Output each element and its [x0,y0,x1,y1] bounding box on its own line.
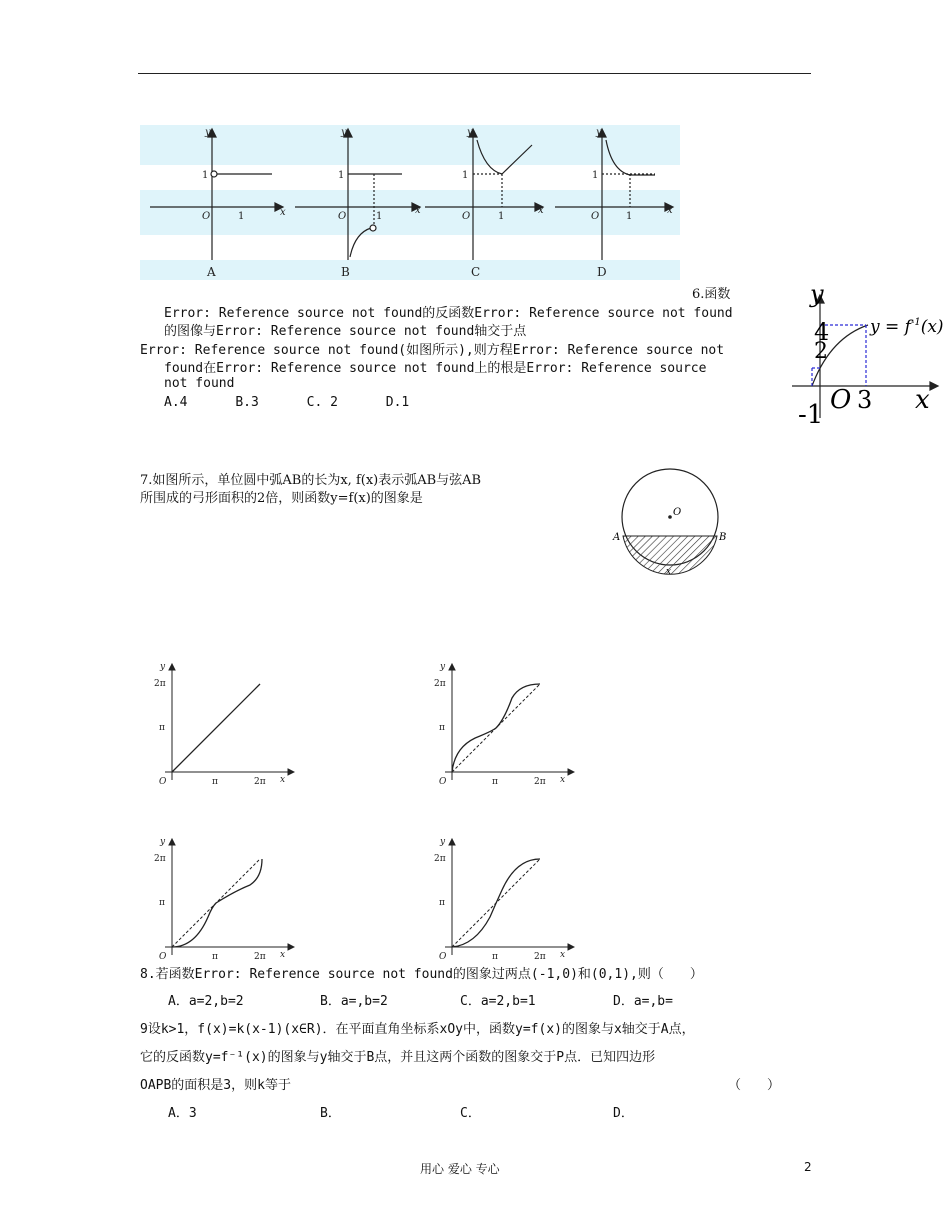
page-number: 2 [804,1160,812,1174]
q6-line2: 的图像与Error: Reference source not found轴交于点 [164,324,527,339]
q6-figure [790,278,948,428]
q6-fig-sup: -1 [910,317,921,328]
svg-text:π: π [492,777,498,787]
svg-text:O: O [462,211,471,222]
q6-fig-x: x [915,385,930,415]
q9-option-b[interactable]: B． [320,1106,341,1121]
q8-option-b[interactable]: B．a=,b=2 [320,994,388,1009]
svg-text:O: O [439,777,447,787]
q9-line3: OAPB的面积是3，则k等于 [140,1078,291,1093]
svg-text:y: y [341,127,347,138]
q6-fig-y: y [810,280,824,308]
svg-text:1: 1 [376,211,383,222]
svg-text:x: x [667,205,673,216]
svg-text:1: 1 [592,170,599,181]
q6-fig-o: O [830,385,852,415]
svg-text:O: O [202,211,211,222]
svg-text:1: 1 [626,211,633,222]
q9-line1: 9设k>1，f(x)=k(x-1)(x∈R)．在平面直角坐标系xOy中，函数y=f(x)的图象与x轴交于A点， [140,1022,695,1037]
q9-option-a[interactable]: A．3 [168,1106,197,1121]
svg-text:x: x [280,775,286,785]
svg-text:y: y [440,662,446,672]
svg-text:2π: 2π [254,777,266,787]
svg-text:π: π [159,723,165,733]
svg-text:π: π [492,952,498,962]
q7-circle-a: A [613,532,621,543]
svg-text:O: O [439,952,447,962]
q5-graphs [140,125,680,285]
q7-graph-1[interactable] [150,660,295,788]
q9-options [168,1102,728,1120]
svg-text:O: O [591,211,600,222]
svg-text:y: y [467,127,473,138]
svg-text:O: O [159,777,167,787]
q6-fig-neg1: -1 [798,400,824,428]
q6-fig-4: 4 [814,318,830,346]
q7-graph-3[interactable] [150,835,295,963]
svg-text:y: y [440,837,446,847]
q8-option-c[interactable]: C．a=2,b=1 [460,994,536,1009]
q7-circle-x: x [666,567,672,577]
svg-text:y: y [205,127,211,138]
svg-text:2π: 2π [534,777,546,787]
graph-label-d: D [597,265,607,279]
q6-option-a[interactable]: A.4 [164,395,188,410]
q6-fig-arg: (x) [920,317,944,337]
svg-text:π: π [212,952,218,962]
q7-graph-4[interactable] [430,835,575,963]
q6-number: 6.函数 [692,287,731,302]
svg-text:x: x [280,207,286,218]
svg-text:1: 1 [338,170,345,181]
q6-options [164,395,409,410]
svg-text:1: 1 [462,170,469,181]
q6-fig-curve: y = f [870,317,911,337]
q9-paren: （ ） [728,1078,781,1093]
q9-line2: 它的反函数y=f⁻¹(x)的图象与y轴交于B点，并且这两个函数的图象交于P点．已知四边形 [140,1050,656,1065]
svg-text:π: π [439,723,445,733]
graph-label-a: A [207,265,216,279]
svg-text:y = f-1(x) [869,317,944,337]
svg-text:x: x [415,205,421,216]
svg-text:2π: 2π [534,952,546,962]
q7-circle-figure [610,465,740,580]
q7-line1: 7.如图所示，单位圆中弧AB的长为x, f(x)表示弧AB与弦AB [140,473,482,488]
q8-stem: 8.若函数Error: Reference source not found的图象过两点(-1,0)和(0,1),则（ ） [140,967,703,982]
svg-text:O: O [338,211,347,222]
svg-text:y: y [160,662,166,672]
q8-option-d[interactable]: D．a=,b= [613,994,673,1009]
q7-circle-b: B [719,532,727,543]
svg-text:x: x [560,775,566,785]
q6-fig-2: 2 [814,339,828,364]
q6-option-c[interactable]: C. 2 [306,395,338,410]
q6-line1: Error: Reference source not found的反函数Error: Reference source not found [164,306,733,321]
svg-text:π: π [212,777,218,787]
svg-text:O: O [159,952,167,962]
graph-label-c: C [471,265,481,279]
q6-line5: not found [164,376,235,391]
svg-text:1: 1 [202,170,209,181]
svg-text:x: x [280,950,286,960]
q7-graph-2[interactable] [430,660,575,788]
q8-option-a[interactable]: A．a=2,b=2 [168,994,244,1009]
svg-text:2π: 2π [254,952,266,962]
q6-line4: found在Error: Reference source not found上的根是Error: Reference source [164,361,707,376]
q6-fig-3: 3 [857,386,873,414]
q7-line2: 所围成的弓形面积的2倍，则函数y=f(x)的图象是 [140,491,423,506]
q7-circle-o: O [673,507,682,518]
q6-option-d[interactable]: D.1 [385,395,410,410]
q8-options [168,990,728,1008]
svg-text:y: y [160,837,166,847]
svg-text:π: π [159,898,165,908]
q6-line3: Error: Reference source not found(如图所示),则方程Error: Reference source not [140,343,725,358]
svg-text:2π: 2π [434,854,446,864]
q9-option-c[interactable]: C． [460,1106,481,1121]
svg-text:1: 1 [498,211,505,222]
q9-option-d[interactable]: D． [613,1106,634,1121]
svg-text:1: 1 [238,211,245,222]
svg-text:2π: 2π [154,854,166,864]
svg-text:2π: 2π [154,679,166,689]
svg-text:y: y [596,127,602,138]
header-rule [138,73,811,74]
svg-text:2π: 2π [434,679,446,689]
svg-text:x: x [560,950,566,960]
q6-option-b[interactable]: B.3 [235,395,259,410]
svg-text:x: x [538,205,544,216]
svg-text:π: π [439,898,445,908]
graph-label-b: B [341,265,350,279]
footer-center: 用心 爱心 专心 [420,1162,500,1176]
